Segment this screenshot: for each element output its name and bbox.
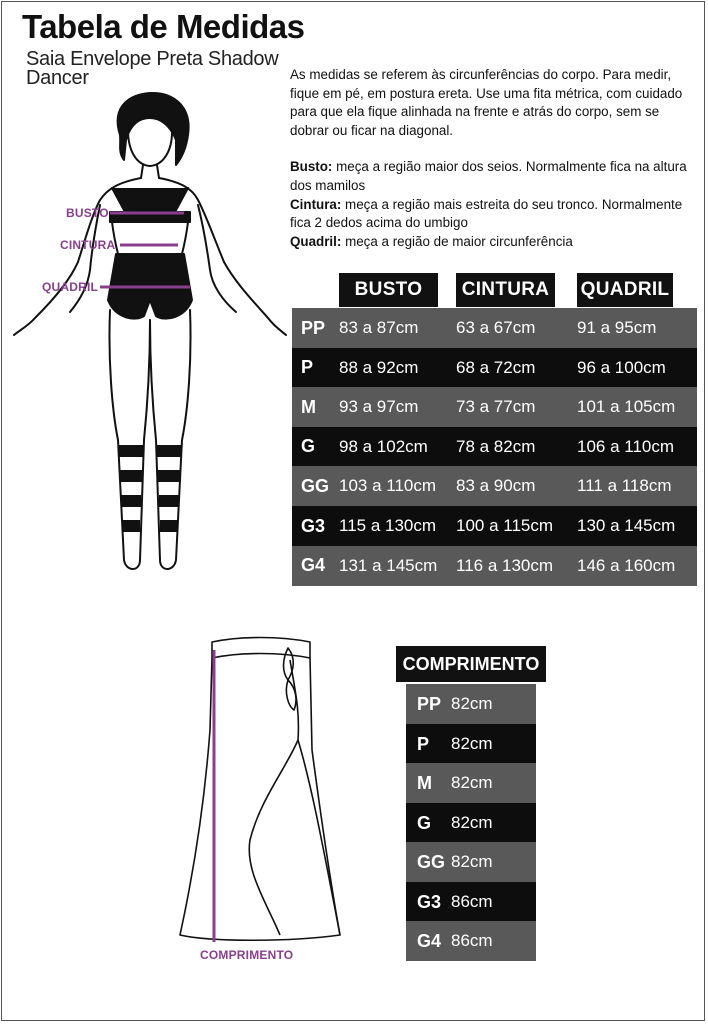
cintura-value: 63 a 67cm bbox=[456, 318, 536, 337]
size-label: GG bbox=[417, 852, 446, 872]
busto-value: 98 a 102cm bbox=[339, 436, 428, 456]
table-row bbox=[406, 684, 536, 724]
comprimento-value: 86cm bbox=[451, 891, 493, 911]
page-title: Tabela de Medidas bbox=[22, 8, 305, 45]
busto-value: 131 a 145cm bbox=[339, 555, 438, 575]
table-row bbox=[406, 842, 536, 882]
quadril-value: 106 a 110cm bbox=[577, 436, 675, 456]
comprimento-value: 82cm bbox=[451, 773, 493, 792]
quadril-value: 91 a 95cm bbox=[577, 318, 657, 337]
table-row bbox=[406, 724, 536, 764]
size-label: G3 bbox=[417, 891, 442, 912]
comprimento-value: 82cm bbox=[451, 694, 493, 713]
size-label: PP bbox=[417, 694, 442, 714]
cintura-value: 78 a 82cm bbox=[456, 436, 536, 456]
busto-instruction bbox=[290, 158, 690, 195]
quadril-column-header: QUADRIL bbox=[577, 273, 673, 307]
cintura-marker-label: CINTURA bbox=[60, 238, 116, 252]
comprimento-value: 86cm bbox=[451, 931, 493, 950]
busto-marker-label: BUSTO bbox=[66, 206, 109, 220]
cintura-value: 100 a 115cm bbox=[456, 516, 554, 535]
cintura-value: 68 a 72cm bbox=[456, 357, 536, 377]
cintura-value: 73 a 77cm bbox=[456, 397, 536, 417]
cintura-column-header: CINTURA bbox=[456, 273, 555, 307]
busto-value: 115 a 130cm bbox=[339, 516, 437, 535]
table-row bbox=[406, 803, 536, 843]
size-label: G4 bbox=[301, 555, 326, 576]
table-row bbox=[406, 882, 536, 922]
size-label: G bbox=[301, 436, 316, 457]
quadril-term: Quadril: bbox=[290, 233, 342, 249]
busto-column-header: BUSTO bbox=[339, 273, 438, 307]
table-row bbox=[292, 308, 697, 348]
product-name: Saia Envelope Preta Shadow Dancer bbox=[26, 48, 279, 89]
quadril-marker-label: QUADRIL bbox=[42, 280, 99, 294]
size-label: GG bbox=[301, 475, 330, 496]
cintura-value: 116 a 130cm bbox=[456, 555, 554, 575]
quadril-value: 130 a 145cm bbox=[577, 516, 676, 535]
quadril-value: 101 a 105cm bbox=[577, 397, 676, 417]
table-row bbox=[406, 763, 536, 803]
quadril-value: 96 a 100cm bbox=[577, 357, 666, 377]
comprimento-value: 82cm bbox=[451, 733, 493, 753]
comprimento-marker-label: COMPRIMENTO bbox=[200, 948, 294, 962]
measurement-instructions bbox=[290, 66, 690, 251]
quadril-value: 111 a 118cm bbox=[577, 476, 672, 496]
cintura-term: Cintura: bbox=[290, 196, 342, 212]
table-row bbox=[292, 546, 697, 586]
table-row bbox=[292, 466, 697, 506]
skirt-illustration bbox=[170, 630, 350, 960]
cintura-value: 83 a 90cm bbox=[456, 476, 536, 496]
table-row bbox=[292, 387, 697, 427]
size-label: G4 bbox=[417, 931, 442, 951]
table-row bbox=[292, 348, 697, 388]
quadril-value: 146 a 160cm bbox=[577, 555, 676, 575]
body-illustration bbox=[0, 0, 300, 600]
table-row bbox=[292, 506, 697, 546]
size-label: G bbox=[417, 812, 432, 833]
size-label: P bbox=[301, 357, 314, 378]
size-label: M bbox=[417, 773, 432, 793]
busto-value: 88 a 92cm bbox=[339, 357, 419, 377]
size-label: PP bbox=[301, 317, 326, 338]
busto-term: Busto: bbox=[290, 159, 333, 175]
quadril-instruction bbox=[290, 233, 690, 252]
intro-paragraph: As medidas se referem às circunferências do corpo. Para medir, fique em pé, em postura ereta. Use uma fita métrica, com cuidado para que ela fique alinhada na frente e atrás do corpo, sem se dobrar ou ficar na diagonal. bbox=[290, 67, 683, 138]
busto-value: 93 a 97cm bbox=[339, 397, 419, 417]
cintura-instruction bbox=[290, 196, 690, 233]
busto-value: 103 a 110cm bbox=[339, 476, 437, 496]
size-label: P bbox=[417, 733, 430, 754]
size-label: M bbox=[301, 396, 316, 417]
table-row bbox=[406, 921, 536, 961]
comprimento-value: 82cm bbox=[451, 812, 493, 832]
quadril-description: meça a região de maior circunferência bbox=[341, 233, 573, 249]
table-row bbox=[292, 427, 697, 467]
size-label: G3 bbox=[301, 515, 326, 536]
busto-value: 83 a 87cm bbox=[339, 318, 419, 337]
comprimento-value: 82cm bbox=[451, 852, 493, 871]
cintura-description: meça a região mais estreita do seu tronco. Normalmente fica 2 dedos acima do umbigo bbox=[290, 196, 683, 231]
busto-description: meça a região maior dos seios. Normalmente fica na altura dos mamilos bbox=[290, 159, 687, 193]
comprimento-header: COMPRIMENTO bbox=[396, 646, 546, 682]
